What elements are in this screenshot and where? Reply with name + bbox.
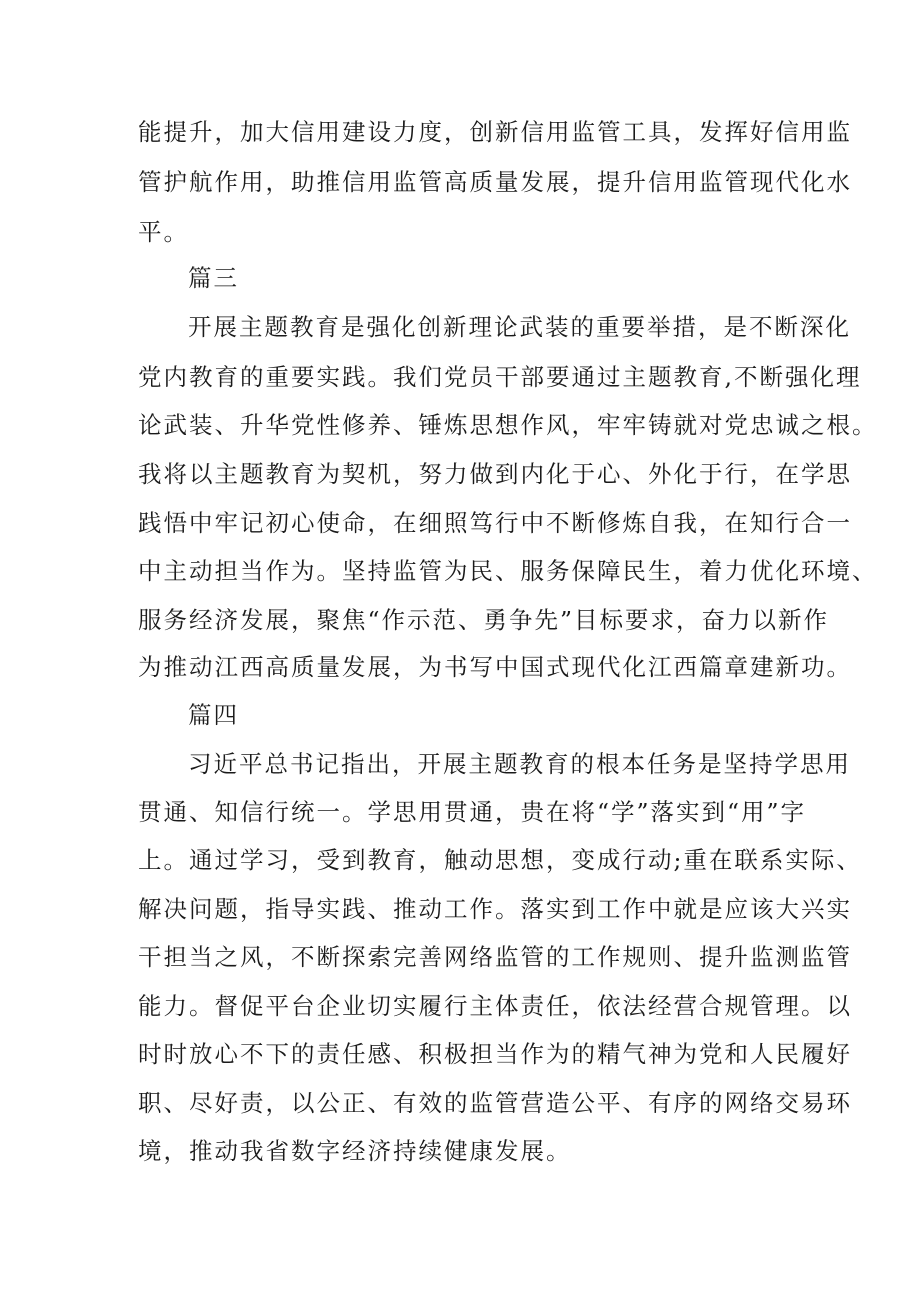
section-3-line-2: 党内教育的重要实践。我们党员干部要通过主题教育,不断强化理 — [138, 363, 862, 391]
section-4-line-7: 时时放心不下的责任感、积极担当作为的精气神为党和人民履好 — [138, 1040, 852, 1068]
section-4-line-5: 干担当之风，不断探索完善网络监管的工作规则、提升监测监管 — [138, 943, 852, 971]
intro-line-3: 平。 — [138, 218, 189, 246]
section-4-line-2: 贯通、知信行统一。学思用贯通，贵在将“学”落实到“用”字 — [138, 798, 807, 826]
section-3-line-6: 中主动担当作为。坚持监管为民、服务保障民生，着力优化环境、 — [138, 557, 878, 585]
section-3-line-5: 践悟中牢记初心使命，在细照笃行中不断修炼自我，在知行合一 — [138, 509, 852, 537]
section-3-line-8: 为推动江西高质量发展，为书写中国式现代化江西篇章建新功。 — [138, 653, 852, 681]
section-4-line-6: 能力。督促平台企业切实履行主体责任，依法经营合规管理。以 — [138, 992, 852, 1020]
section-3-line-1: 开展主题教育是强化创新理论武装的重要举措，是不断深化 — [188, 313, 851, 341]
section-3-heading: 篇三 — [188, 264, 239, 292]
intro-line-1: 能提升，加大信用建设力度，创新信用监管工具，发挥好信用监 — [138, 118, 852, 146]
section-4-heading: 篇四 — [188, 701, 239, 729]
intro-line-2: 管护航作用，助推信用监管高质量发展，提升信用监管现代化水 — [138, 168, 852, 196]
section-3-line-4: 我将以主题教育为契机，努力做到内化于心、外化于行，在学思 — [138, 460, 852, 488]
section-4-line-9: 境，推动我省数字经济持续健康发展。 — [138, 1137, 572, 1165]
section-4-line-4: 解决问题，指导实践、推动工作。落实到工作中就是应该大兴实 — [138, 895, 852, 923]
section-3-line-3: 论武装、升华党性修养、锤炼思想作风，牢牢铸就对党忠诚之根。 — [138, 411, 878, 439]
section-4-line-3: 上。通过学习，受到教育，触动思想，变成行动;重在联系实际、 — [138, 846, 862, 874]
section-4-line-8: 职、尽好责，以公正、有效的监管营造公平、有序的网络交易环 — [138, 1089, 852, 1117]
section-4-line-1: 习近平总书记指出，开展主题教育的根本任务是坚持学思用 — [188, 750, 851, 778]
section-3-line-7: 服务经济发展，聚焦“作示范、勇争先”目标要求，奋力以新作 — [138, 606, 830, 634]
